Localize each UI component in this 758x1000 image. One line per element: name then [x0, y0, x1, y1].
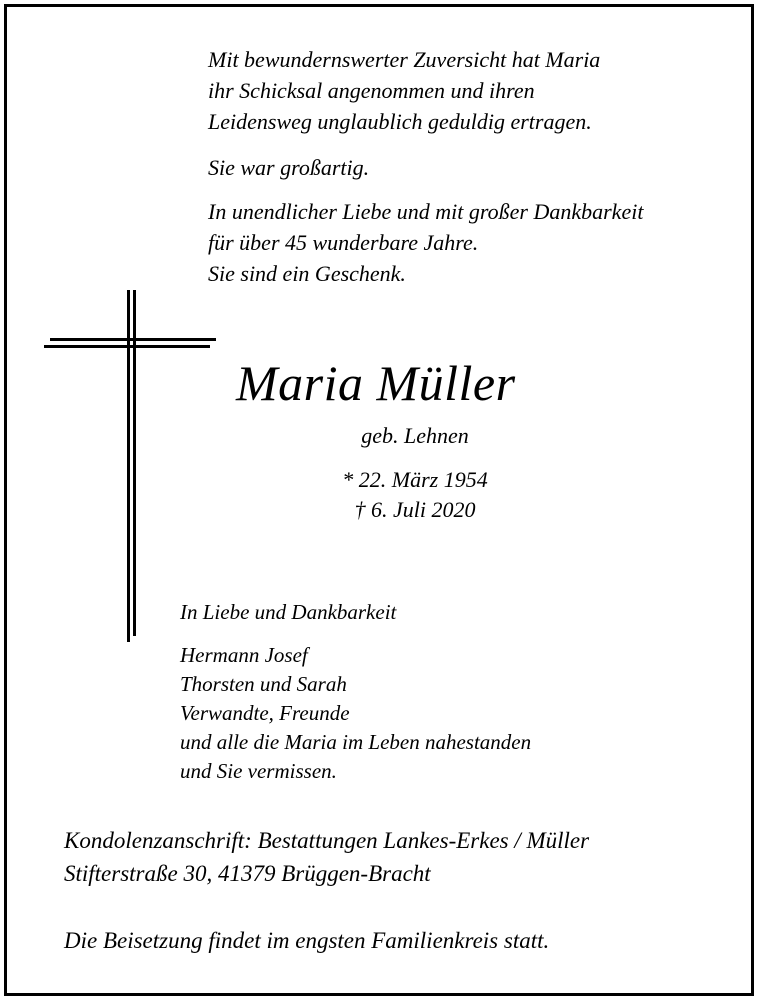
birth-name: geb. Lehnen	[361, 423, 469, 448]
mourner-line: und Sie vermissen.	[180, 759, 337, 783]
death-date: † 6. Juli 2020	[354, 497, 476, 522]
quote-paragraph-1	[208, 44, 600, 137]
quote-paragraph-3	[208, 196, 643, 289]
birth-date: * 22. März 1954	[342, 467, 488, 492]
condolence-address	[64, 824, 589, 890]
mourners-list	[180, 641, 531, 786]
mourner-line: und alle die Maria im Leben nahestanden	[180, 730, 532, 754]
condolence-line: Stifterstraße 30, 41379 Brüggen-Bracht	[64, 861, 431, 886]
mourners-intro: In Liebe und Dankbarkeit	[180, 600, 397, 624]
mourner-line: Hermann Josef	[180, 643, 308, 667]
quote-line: Mit bewundernswerter Zuversicht hat Maria	[208, 47, 601, 72]
mourner-line: Verwandte, Freunde	[180, 701, 350, 725]
burial-note: Die Beisetzung findet im engsten Familienkreis statt.	[64, 928, 550, 953]
cross-icon	[44, 290, 216, 642]
condolence-line: Kondolenzanschrift: Bestattungen Lankes-Erkes / Müller	[64, 828, 590, 853]
quote-line: für über 45 wunderbare Jahre.	[208, 230, 479, 255]
quote-line: ihr Schicksal angenommen und ihren	[208, 78, 535, 103]
quote-line: Leidensweg unglaublich geduldig ertragen.	[208, 109, 592, 134]
quote-line: Sie sind ein Geschenk.	[208, 261, 406, 286]
quote-paragraph-2	[208, 152, 369, 183]
quote-line: Sie war großartig.	[208, 155, 370, 180]
life-dates	[265, 465, 565, 525]
deceased-name: Maria Müller	[236, 355, 516, 411]
quote-line: In unendlicher Liebe und mit großer Dankbarkeit	[208, 199, 644, 224]
mourner-line: Thorsten und Sarah	[180, 672, 347, 696]
